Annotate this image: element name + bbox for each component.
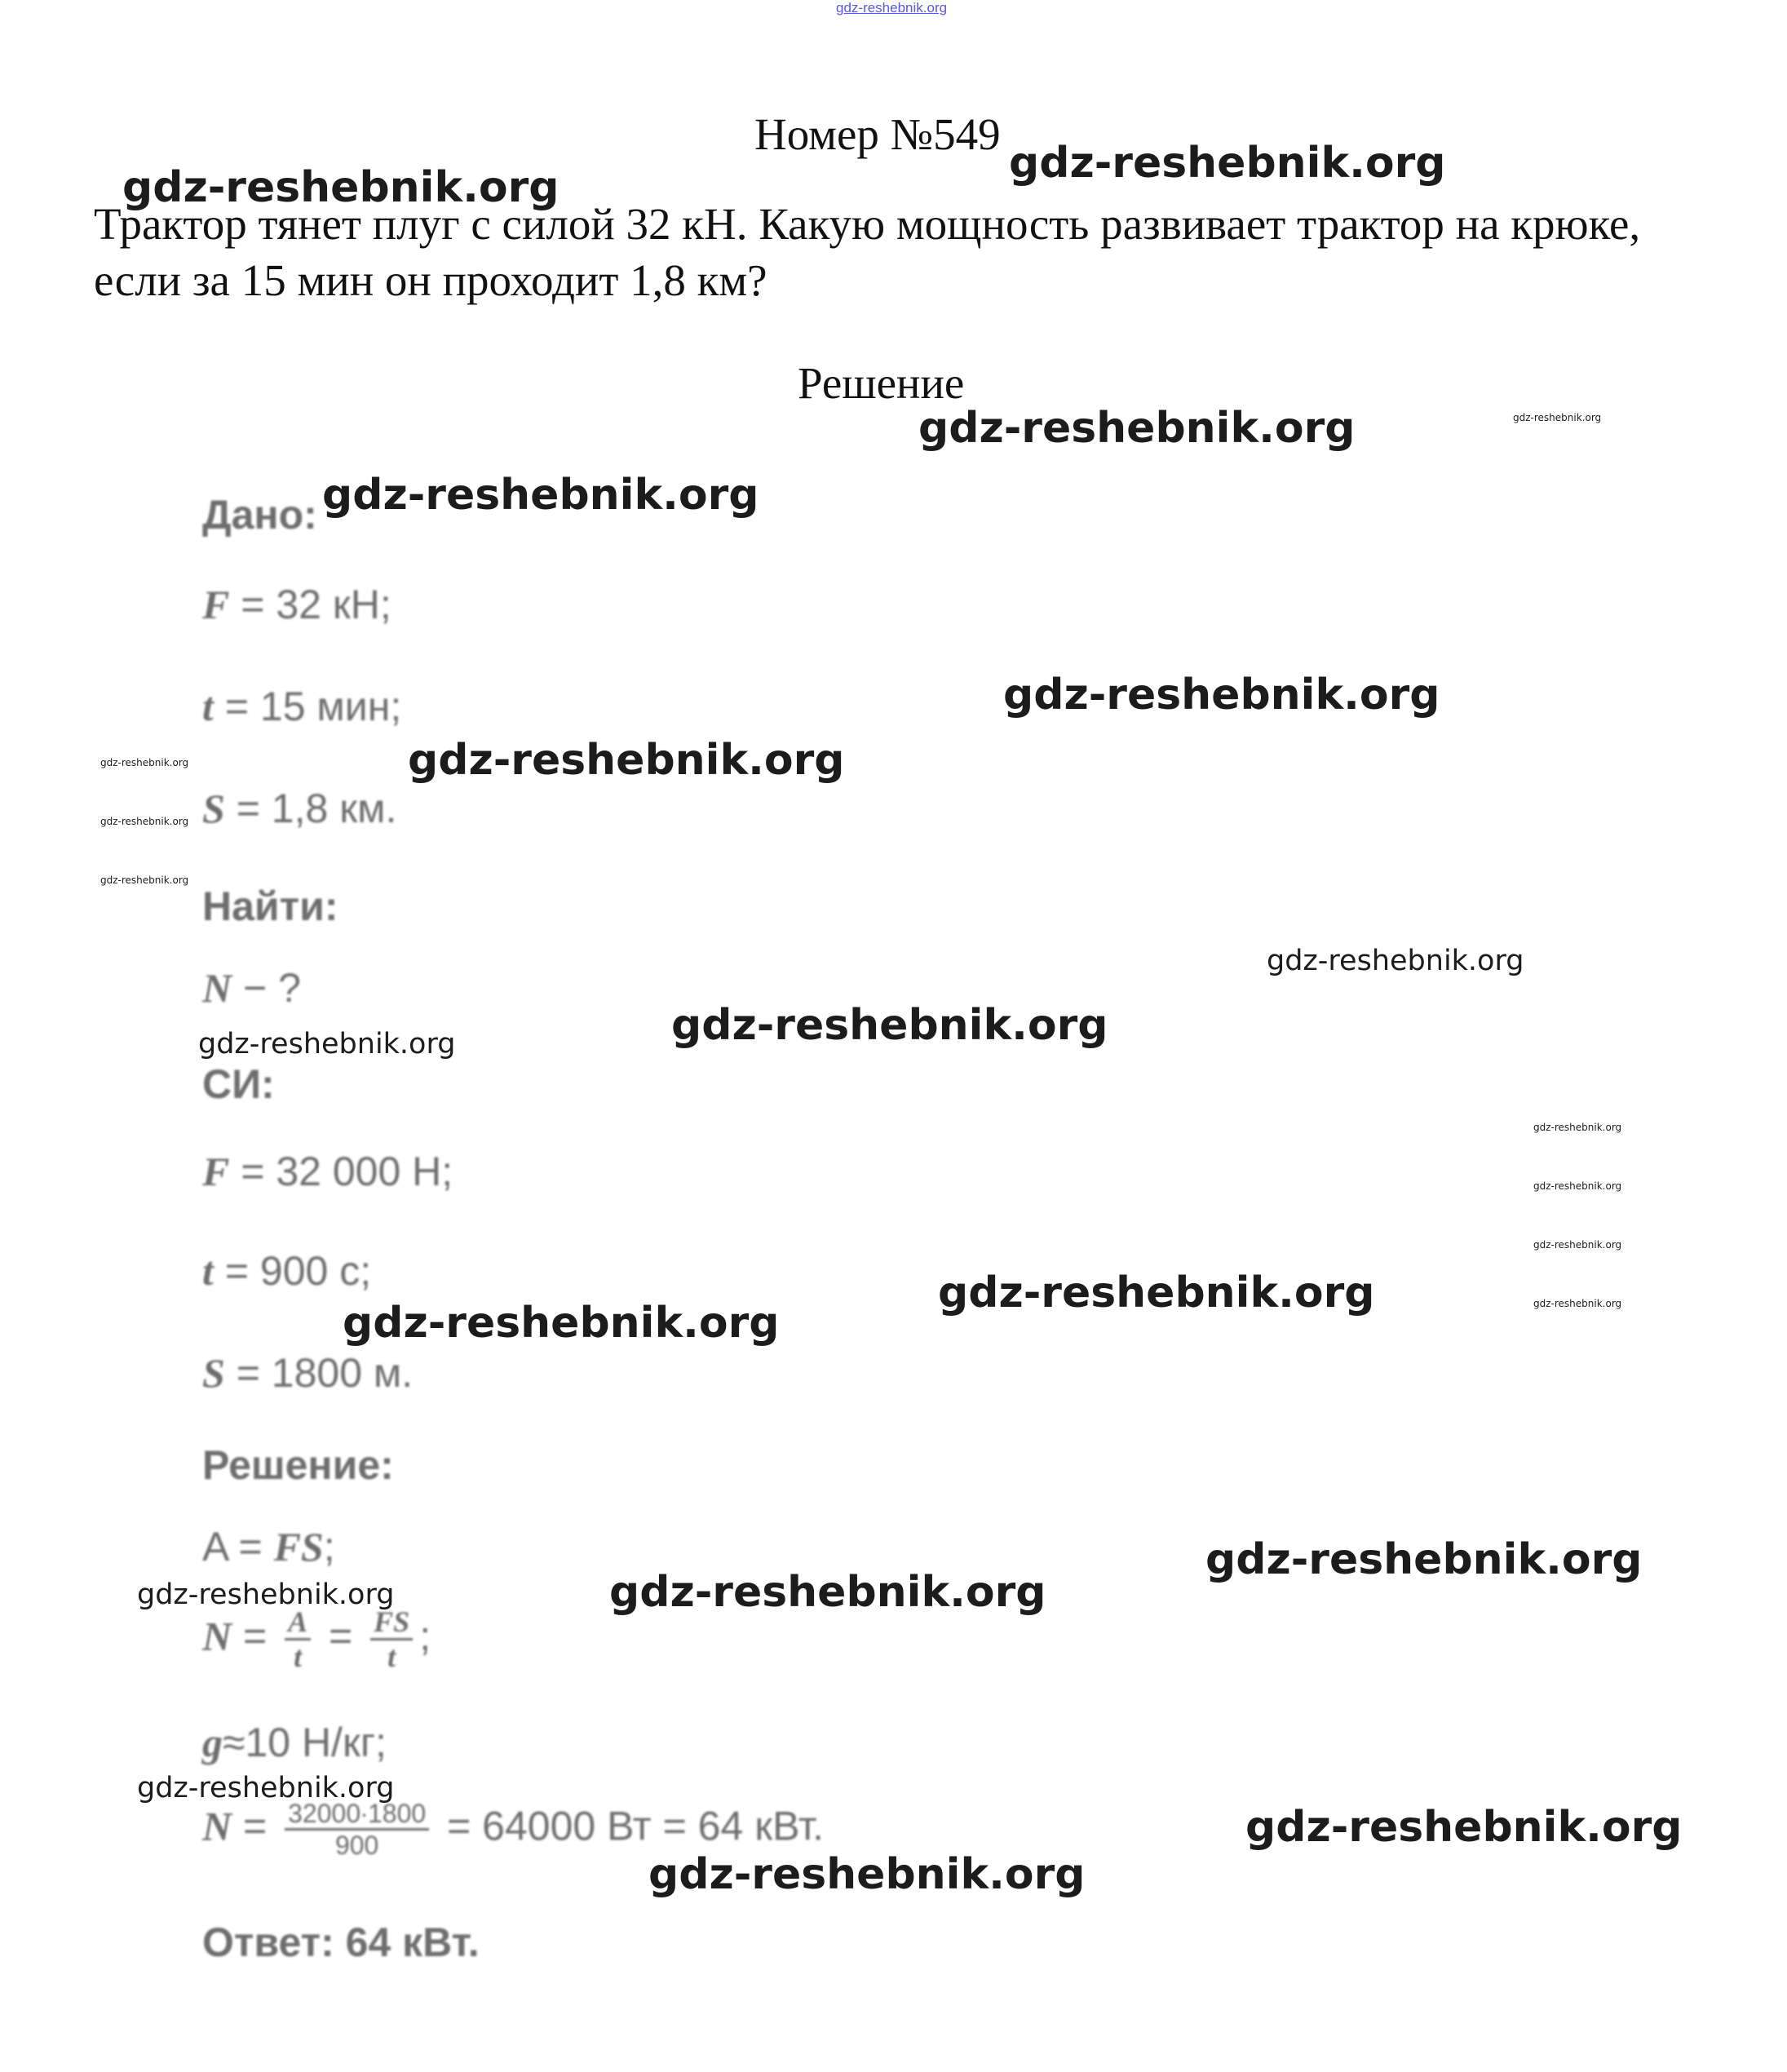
calc-var: N xyxy=(202,1803,232,1849)
watermark: gdz-reshebnik.org xyxy=(1205,1535,1643,1584)
watermark: gdz-reshebnik.org xyxy=(100,816,189,827)
watermark: gdz-reshebnik.org xyxy=(100,874,189,886)
work-suffix: ; xyxy=(323,1524,335,1569)
watermark: gdz-reshebnik.org xyxy=(322,471,759,520)
calc-fraction xyxy=(285,1799,429,1860)
calc-eq: = xyxy=(243,1803,268,1849)
watermark: gdz-reshebnik.org xyxy=(1245,1803,1683,1852)
given-time xyxy=(202,681,401,732)
watermark: gdz-reshebnik.org xyxy=(1533,1122,1622,1133)
given-force xyxy=(202,579,391,630)
var-g: g xyxy=(202,1720,223,1765)
watermark: gdz-reshebnik.org xyxy=(1513,412,1602,423)
si-time xyxy=(202,1246,371,1296)
var-f: F xyxy=(202,1149,230,1194)
watermark: gdz-reshebnik.org xyxy=(137,1772,395,1804)
solution-label: Решение: xyxy=(202,1442,394,1488)
si-force-value: = 32 000 Н; xyxy=(241,1149,453,1194)
watermark: gdz-reshebnik.org xyxy=(198,1028,456,1060)
given-label: Дано: xyxy=(202,492,317,538)
si-distance xyxy=(202,1348,413,1398)
watermark: gdz-reshebnik.org xyxy=(100,757,189,768)
power-eq1: = xyxy=(243,1613,268,1659)
find-power xyxy=(202,963,301,1013)
gravity-line xyxy=(202,1717,387,1768)
var-f: F xyxy=(202,582,230,627)
watermark: gdz-reshebnik.org xyxy=(609,1568,1046,1617)
top-watermark-link[interactable]: gdz-reshebnik.org xyxy=(836,0,948,15)
page-title: Номер №549 xyxy=(754,109,1001,159)
watermark: gdz-reshebnik.org xyxy=(918,404,1356,453)
watermark: gdz-reshebnik.org xyxy=(1533,1298,1622,1309)
fraction-a-over-t xyxy=(285,1605,311,1673)
watermark: gdz-reshebnik.org xyxy=(1533,1180,1622,1192)
watermark: gdz-reshebnik.org xyxy=(122,163,560,212)
watermark: gdz-reshebnik.org xyxy=(1533,1239,1622,1251)
problem-statement: Трактор тянет плуг с силой 32 кН. Какую мощность развивает трактор на крюке, если за 15 мин он проходит 1,8 км? xyxy=(94,199,1641,305)
power-suffix: ; xyxy=(419,1613,431,1659)
given-force-value: = 32 кН; xyxy=(241,582,391,627)
given-distance xyxy=(202,783,396,834)
solution-heading: Решение xyxy=(798,358,965,408)
calc-result: = 64000 Вт = 64 кВт. xyxy=(447,1803,825,1849)
power-var: N xyxy=(202,1613,232,1659)
fraction-numerator: A xyxy=(285,1605,311,1640)
calc-denominator: 900 xyxy=(334,1831,379,1860)
var-n: N xyxy=(202,965,232,1011)
watermark: gdz-reshebnik.org xyxy=(1003,671,1440,719)
fraction-numerator: FS xyxy=(370,1605,413,1640)
find-label: Найти: xyxy=(202,883,338,929)
given-distance-value: = 1,8 км. xyxy=(236,786,397,831)
si-label: СИ: xyxy=(202,1061,275,1107)
fraction-fs-over-t xyxy=(370,1605,413,1673)
var-s: S xyxy=(202,1350,225,1396)
answer-line: Ответ: 64 кВт. xyxy=(202,1919,480,1965)
si-time-value: = 900 с; xyxy=(224,1248,372,1294)
watermark: gdz-reshebnik.org xyxy=(671,1001,1108,1050)
power-formula xyxy=(202,1605,431,1673)
watermark: gdz-reshebnik.org xyxy=(408,736,845,785)
given-time-value: = 15 мин; xyxy=(224,684,402,729)
fraction-denominator: t xyxy=(387,1640,396,1673)
watermark: gdz-reshebnik.org xyxy=(343,1299,780,1348)
watermark: gdz-reshebnik.org xyxy=(1267,945,1524,977)
watermark: gdz-reshebnik.org xyxy=(648,1850,1086,1899)
var-t: t xyxy=(202,1248,214,1294)
si-force xyxy=(202,1146,453,1197)
work-expr: FS xyxy=(273,1524,324,1569)
power-eq2: = xyxy=(329,1613,353,1659)
si-distance-value: = 1800 м. xyxy=(236,1350,414,1396)
var-t: t xyxy=(202,684,214,729)
watermark: gdz-reshebnik.org xyxy=(1009,139,1446,188)
work-formula xyxy=(202,1521,335,1572)
fraction-denominator: t xyxy=(294,1640,303,1673)
gravity-value: ≈10 Н/кг; xyxy=(223,1720,387,1765)
watermark: gdz-reshebnik.org xyxy=(938,1268,1375,1317)
find-power-value: − ? xyxy=(243,965,301,1011)
work-prefix: A = xyxy=(202,1524,274,1569)
calc-numerator: 32000∙1800 xyxy=(285,1799,429,1831)
var-s: S xyxy=(202,786,225,831)
watermark: gdz-reshebnik.org xyxy=(137,1578,395,1611)
